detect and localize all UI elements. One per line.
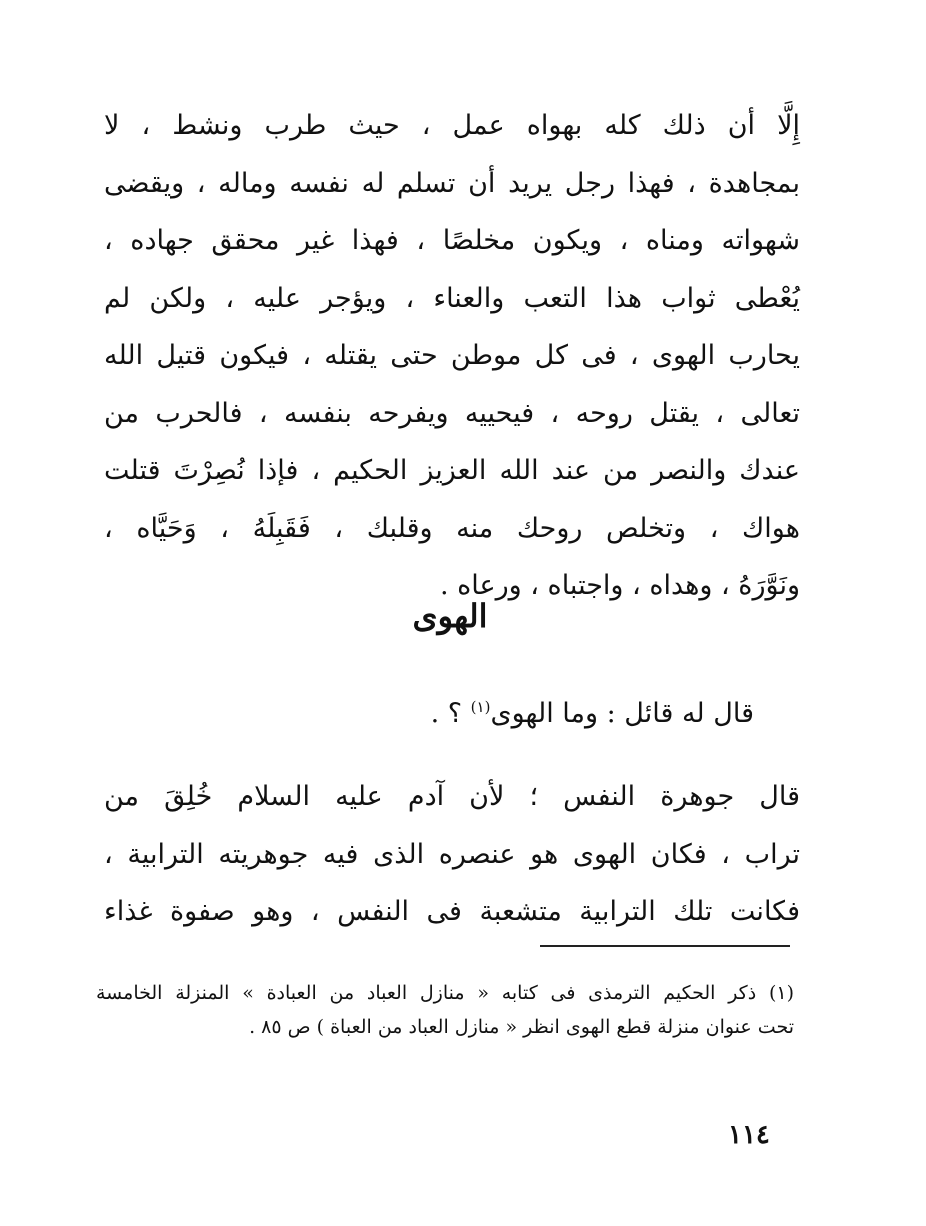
text-line: تراب ، فكان الهوى هو عنصره الذى فيه جوهريته الترابية ، [104,838,800,870]
footnote [96,976,794,1044]
question-ending: ؟ . [430,698,471,729]
footnote-line: تحت عنوان منزلة قطع الهوى انظر « منازل العباد من العباة ) ص ٨٥ . [249,1016,794,1038]
text-line: يحارب الهوى ، فى كل موطن حتى يقتله ، فيكون قتيل الله [104,340,800,371]
footnote-reference[interactable]: (١) [470,698,491,716]
text-line: هواك ، وتخلص روحك منه وقلبك ، فَقَبِلَهُ ، وَحَيَّاه ، [104,512,800,544]
text-line: يُعْطى ثواب هذا التعب والعناء ، ويؤجر عليه ، ولكن لم [104,282,800,314]
text-line: شهواته ومناه ، ويكون مخلصًا ، فهذا غير محقق جهاده ، [104,225,800,256]
text-line: إِلَّا أن ذلك كله بهواه عمل ، حيث طرب ونشط ، لا [104,110,800,141]
body-paragraph-2 [104,768,800,941]
body-paragraph-1 [104,97,800,615]
page-number: ١١٤ [728,1120,770,1150]
text-line: ونَوَّرَهُ ، وهداه ، واجتباه ، ورعاه . [439,570,800,601]
text-line: بمجاهدة ، فهذا رجل يريد أن تسلم له نفسه وماله ، ويقضى [104,167,800,199]
question-text: قال له قائل : وما الهوى [490,698,754,729]
text-line: فكانت تلك الترابية متشعبة فى النفس ، وهو صفوة غذاء [104,896,800,927]
text-line: عندك والنصر من عند الله العزيز الحكيم ، فإذا نُصِرْتَ قتلت [104,455,800,486]
section-heading: الهوى [412,597,488,635]
footnote-divider [540,945,790,947]
text-line: تعالى ، يقتل روحه ، فيحييه ويفرحه بنفسه ، فالحرب من [104,397,800,429]
footnote-line: (١) ذكر الحكيم الترمذى فى كتابه « منازل العباد من العبادة » المنزلة الخامسة [96,982,794,1004]
text-line: قال جوهرة النفس ؛ لأن آدم عليه السلام خُلِقَ من [104,781,800,812]
question-line [431,698,754,729]
